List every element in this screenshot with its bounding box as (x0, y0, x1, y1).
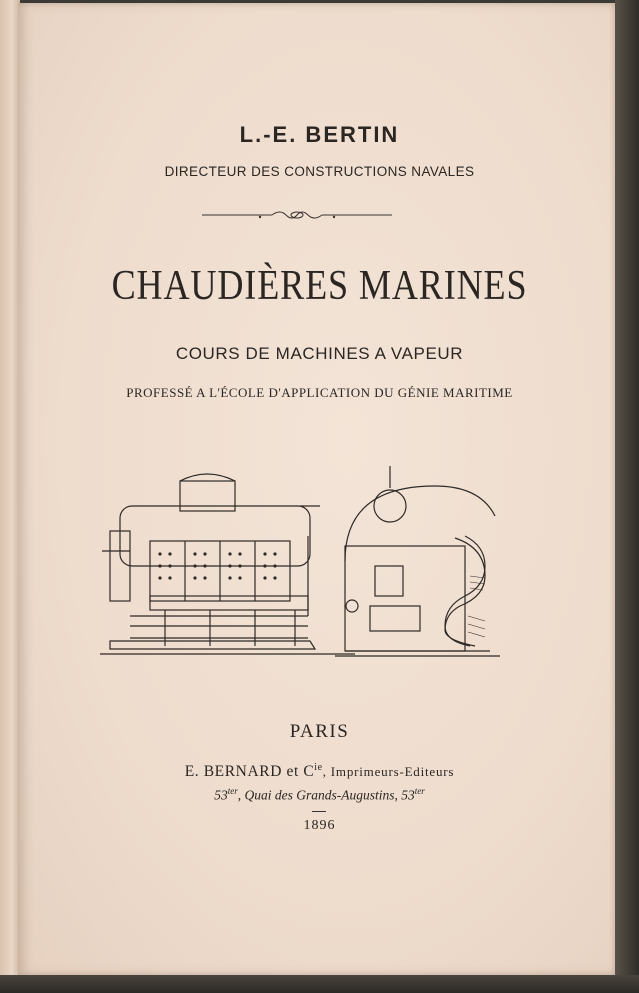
address-number: 53 (214, 787, 228, 803)
book-bottom-edge (0, 975, 639, 993)
address-number-2: 53 (401, 787, 415, 803)
publication-city: PARIS (289, 721, 350, 742)
book-spine-edge (0, 0, 20, 993)
book-title: CHAUDIÈRES MARINES (111, 263, 528, 309)
publisher-line (0, 762, 639, 781)
professed-line: PROFESSÉ A L'ÉCOLE D'APPLICATION DU GÉNIE MARITIME (126, 385, 513, 400)
publication-year: 1896 (303, 818, 336, 833)
address-street: , Quai des Grands-Augustins, (237, 787, 402, 803)
publisher-name-sup: ie (314, 762, 323, 773)
ornament-divider (202, 206, 392, 224)
publisher-address (0, 786, 639, 804)
year-separator (312, 811, 326, 812)
book-cover-edge (615, 0, 639, 993)
publisher-role: , Imprimeurs-Editeurs (322, 764, 455, 780)
boiler-engraving (90, 466, 500, 666)
address-ter-2: ter (414, 786, 425, 796)
author-name: L.-E. BERTIN (239, 122, 400, 147)
publisher-name: E. BERNARD et C (184, 763, 315, 781)
address-ter: ter (227, 786, 238, 796)
book-subtitle: COURS DE MACHINES A VAPEUR (175, 344, 464, 363)
author-role: DIRECTEUR DES CONSTRUCTIONS NAVALES (164, 164, 475, 179)
